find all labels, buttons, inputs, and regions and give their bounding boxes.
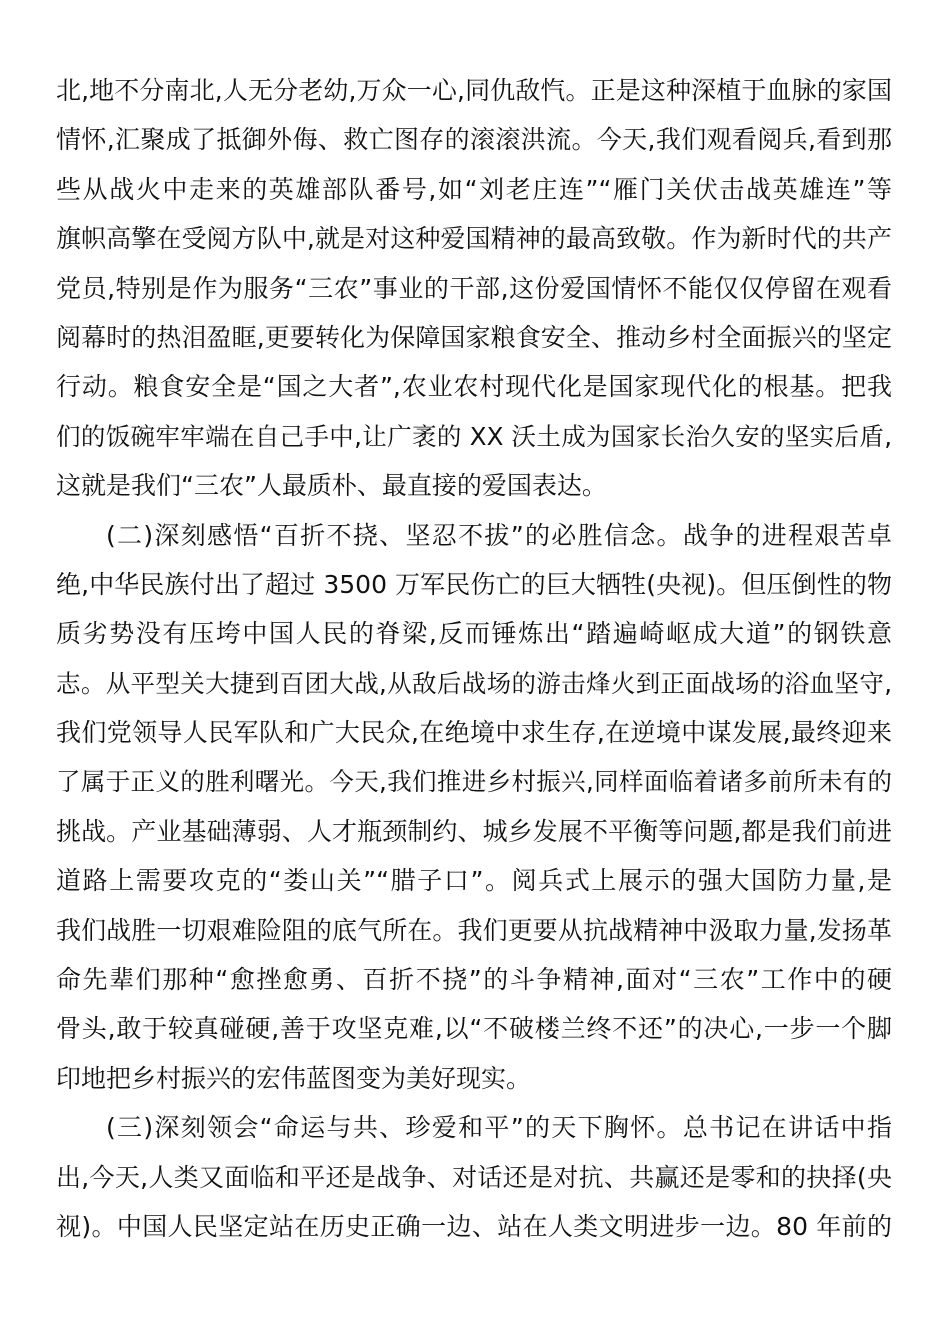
- paragraph-section-2: [56, 511, 892, 1104]
- text-line: 了属于正义的胜利曙光。今天,我们推进乡村振兴,同样面临着诸多前所未有的: [56, 767, 892, 797]
- text-line: 党员,特别是作为服务“三农”事业的干部,这份爱国情怀不能仅仅停留在观看: [56, 273, 892, 303]
- text-line: 们的饭碗牢牢端在自己手中,让广袤的 XX 沃土成为国家长治久安的坚实后盾,: [56, 421, 892, 451]
- text-line: 这就是我们“三农”人最质朴、最直接的爱国表达。: [56, 471, 607, 501]
- text-line: 阅幕时的热泪盈眶,更要转化为保障国家粮食安全、推动乡村全面振兴的坚定: [56, 322, 892, 352]
- text-line: 挑战。产业基础薄弱、人才瓶颈制约、城乡发展不平衡等问题,都是我们前进: [56, 816, 892, 846]
- text-line: 些从战火中走来的英雄部队番号,如“刘老庄连”“雁门关伏击战英雄连”等: [56, 174, 892, 204]
- text-line: 印地把乡村振兴的宏伟蓝图变为美好现实。: [56, 1063, 532, 1093]
- text-line: 绝,中华民族付出了超过 3500 万军民伤亡的巨大牺牲(央视)。但压倒性的物: [56, 569, 892, 599]
- text-line: 志。从平型关大捷到百团大战,从敌后战场的游击烽火到正面战场的浴血坚守,: [56, 668, 892, 698]
- text-line: 北,地不分南北,人无分老幼,万众一心,同仇敌忾。正是这种深植于血脉的家国: [56, 76, 892, 105]
- text-line: 出,今天,人类又面临和平还是战争、对话还是对抗、共赢还是零和的抉择(央: [56, 1162, 892, 1192]
- text-line: 情怀,汇聚成了抵御外侮、救亡图存的滚滚洪流。今天,我们观看阅兵,看到那: [56, 125, 892, 155]
- text-line: 旗帜高擎在受阅方队中,就是对这种爱国精神的最高致敬。作为新时代的共产: [56, 224, 892, 254]
- text-line: 行动。粮食安全是“国之大者”,农业农村现代化是国家现代化的根基。把我: [56, 372, 892, 402]
- paragraph-patriotism: [56, 66, 892, 511]
- paragraph-section-3: [56, 1103, 892, 1251]
- text-line: 质劣势没有压垮中国人民的脊梁,反而锤炼出“踏遍崎岖成大道”的钢铁意: [56, 619, 892, 649]
- text-line: 道路上需要攻克的“娄山关”“腊子口”。阅兵式上展示的强大国防力量,是: [56, 866, 892, 896]
- text-line: 我们党领导人民军队和广大民众,在绝境中求生存,在逆境中谋发展,最终迎来: [56, 718, 892, 748]
- section-heading-line: (三)深刻领会“命运与共、珍爱和平”的天下胸怀。总书记在讲话中指: [106, 1113, 892, 1143]
- text-line: 命先辈们那种“愈挫愈勇、百折不挠”的斗争精神,面对“三农”工作中的硬: [56, 965, 892, 995]
- text-line: 视)。中国人民坚定站在历史正确一边、站在人类文明进步一边。80 年前的: [56, 1211, 892, 1241]
- text-line: 我们战胜一切艰难险阻的底气所在。我们更要从抗战精神中汲取力量,发扬革: [56, 915, 892, 945]
- section-heading-line: (二)深刻感悟“百折不挠、坚忍不拔”的必胜信念。战争的进程艰苦卓: [106, 520, 892, 550]
- text-line: 骨头,敢于较真碰硬,善于攻坚克难,以“不破楼兰终不还”的决心,一步一个脚: [56, 1014, 892, 1044]
- document-body: [56, 66, 892, 1251]
